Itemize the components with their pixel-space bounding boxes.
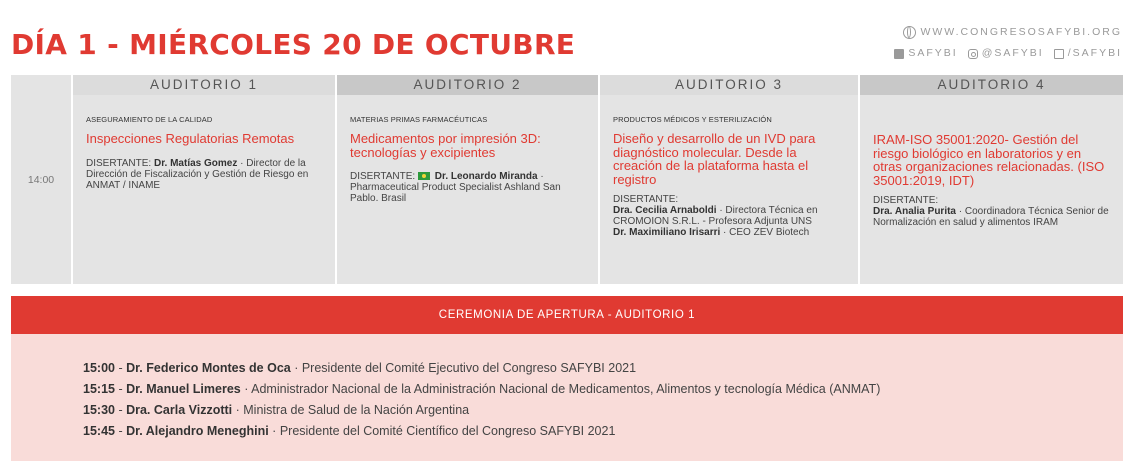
facebook-icon [1054,49,1064,59]
session-title: Diseño y desarrollo de un IVD para diagnóstico molecular. Desde la creación de la plataforma hasta el registro [613,131,816,187]
ceremony-body [11,334,1123,461]
auditorium-3-header: AUDITORIO 3 [600,75,858,95]
page-title: DÍA 1 - MIÉRCOLES 20 DE OCTUBRE [11,28,576,61]
speaker-info [350,171,586,204]
ceremony-speaker: Dr. Federico Montes de Oca [126,361,291,375]
facebook-text: /SAFYBI [1067,47,1122,59]
ceremony-speaker: Dr. Manuel Limeres [126,382,241,396]
speaker-info [873,195,1111,228]
session-card-3[interactable] [600,95,858,284]
ceremony-role: Presidente del Comité Ejecutivo del Congreso SAFYBI 2021 [301,361,637,375]
session-card-2[interactable] [337,95,598,284]
session-title: Medicamentos por impresión 3D: tecnologías y excipientes [350,131,541,160]
session-card-4[interactable] [860,95,1123,284]
website-text: WWW.CONGRESOSAFYBI.ORG [920,26,1122,38]
ceremony-speaker: Dr. Alejandro Meneghini [126,424,269,438]
auditorium-2-header: AUDITORIO 2 [337,75,598,95]
speaker-role: · Directora Técnica en CROMOION S.R.L. - Profesora Adjunta UNS [613,205,818,227]
linkedin-link[interactable] [894,43,957,64]
website-link[interactable] [903,22,1122,43]
speaker-2-name: Dr. Maximiliano Irisarri [613,227,721,238]
auditorium-4-header: AUDITORIO 4 [860,75,1123,95]
time-column [11,75,71,284]
session-category: MATERIAS PRIMAS FARMACÉUTICAS [350,115,488,124]
ceremony-role: Ministra de Salud de la Nación Argentina [243,403,470,417]
ceremony-role: Presidente del Comité Científico del Congreso SAFYBI 2021 [279,424,616,438]
instagram-text: @SAFYBI [981,47,1044,59]
facebook-link[interactable] [1054,43,1122,64]
speaker-name: Dra. Cecilia Arnaboldi [613,205,717,216]
session-card-1[interactable] [73,95,335,284]
session-title: IRAM-ISO 35001:2020- Gestión del riesgo biológico en laboratorios y en otras organizaciones relacionadas. (ISO 35001:2019, IDT) [873,132,1105,188]
speaker-label: DISERTANTE: [873,195,939,206]
contact-links [894,22,1122,64]
session-category: PRODUCTOS MÉDICOS Y ESTERILIZACIÓN [613,115,772,124]
globe-icon [903,26,916,39]
speaker-label: DISERTANTE: [86,157,152,169]
speaker-role: · Coordinadora Técnica Senior de Normalización en salud y alimentos IRAM [873,206,1109,228]
time-label: 14:00 [27,174,55,186]
ceremony-item: 15:00 - Dr. Federico Montes de Oca · Presidente del Comité Ejecutivo del Congreso SAFYBI 2021 [83,361,637,375]
speaker-role: · Director de la Dirección de Fiscalización y Gestión de Riesgo en ANMAT / INAME [86,157,309,191]
ceremony-item: 15:45 - Dr. Alejandro Meneghini · Presidente del Comité Científico del Congreso SAFYBI 2021 [83,424,616,438]
ceremony-time: 15:45 [83,424,115,438]
instagram-link[interactable] [968,43,1044,64]
ceremony-time: 15:30 [83,403,115,417]
speaker-label: DISERTANTE: [350,171,416,182]
ceremony-item: 15:30 - Dra. Carla Vizzotti · Ministra de Salud de la Nación Argentina [83,403,470,417]
ceremony-time: 15:15 [83,382,115,396]
speaker-role: · Pharmaceutical Product Specialist Ashland San Pablo. Brasil [350,171,561,204]
ceremony-time: 15:00 [83,361,115,375]
ceremony-speaker: Dra. Carla Vizzotti [126,403,233,417]
brazil-flag-icon [418,172,430,180]
auditorium-1-header: AUDITORIO 1 [73,75,335,95]
instagram-icon [968,49,978,59]
speaker-2-role: · CEO ZEV Biotech [723,227,810,238]
speaker-label: DISERTANTE: [613,194,679,205]
ceremony-list [83,358,880,442]
ceremony-item: 15:15 - Dr. Manuel Limeres · Administrador Nacional de la Administración Nacional de Medicamentos, Alimentos y tecnología Médica (ANMAT) [83,382,881,396]
ceremony-header: CEREMONIA DE APERTURA - AUDITORIO 1 [11,296,1123,334]
speaker-name: Dra. Analia Purita [873,206,956,217]
speaker-name: Dr. Leonardo Miranda [434,171,538,182]
linkedin-icon [894,49,904,59]
ceremony-role: Administrador Nacional de la Administración Nacional de Medicamentos, Alimentos y tecnología Médica (ANMAT) [251,382,881,396]
speaker-info [86,158,323,191]
session-title: Inspecciones Regulatorias Remotas [86,131,295,146]
speaker-name: Dr. Matías Gomez [153,157,238,169]
speaker-info [613,194,846,238]
linkedin-text: SAFYBI [908,47,958,59]
session-category: ASEGURAMIENTO DE LA CALIDAD [86,115,213,124]
